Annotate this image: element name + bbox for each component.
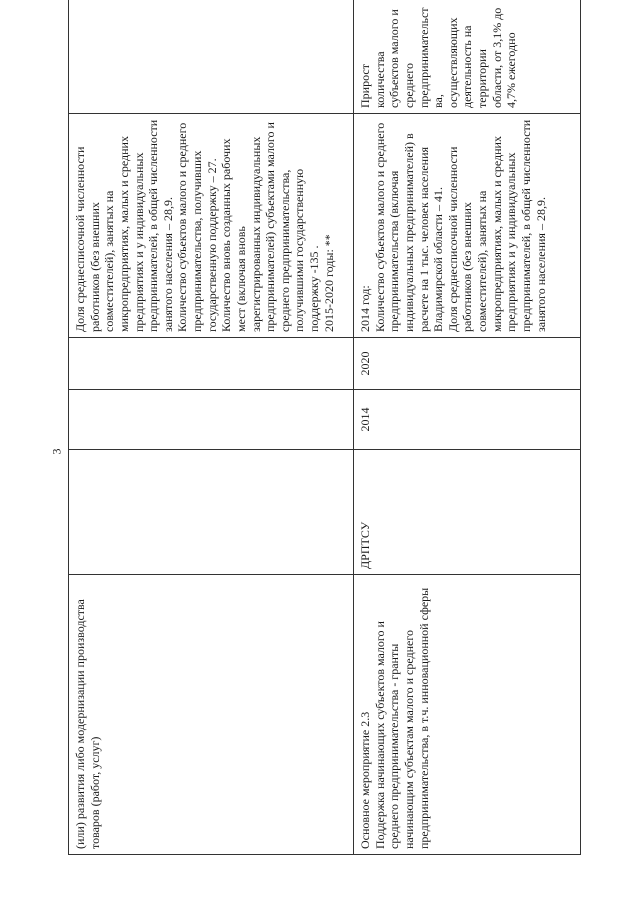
executor-text: ДРПТСУ (358, 521, 372, 569)
page-number: 3 (49, 448, 64, 455)
indicators-cell (69, 0, 354, 114)
measure-cell (354, 575, 581, 855)
indicators-cell (354, 0, 581, 114)
program-measures-table (68, 0, 581, 855)
results-text: 2014 год: Количество субъектов малого и среднего предпринимательства (включая индивидуальных предпринимателей) в расчете на 1 тыс. человек населения Владимирской области – 41. Доля среднесписочной численности работников (без внешних совместителей), занятых на микропредприятиях, малых и средних предприятиях и у индивидуальных предпринимателей, в общей численности занятого населения – 28,9. (358, 119, 548, 332)
year-end-text: 2020 (358, 351, 372, 376)
table-row (354, 0, 581, 855)
executor-cell (69, 450, 354, 575)
year-end-cell (69, 338, 354, 390)
year-end-cell (354, 338, 581, 390)
measure-text: (или) развития либо модернизации производства товаров (работ, услуг) (73, 599, 102, 849)
results-cell (354, 114, 581, 338)
results-text: Доля среднесписочной численности работников (без внешних совместителей), занятых на микропредприятиях, малых и средних предприятиях и у индивидуальных предпринимателей, в общей численности занятого населения – 28,9. Количество субъектов малого и среднего предпринимательства, получивших государственную поддержку – 27. Количество вновь созданных рабочих мест (включая вновь зарегистрированных индивидуальных предпринимателей) субъектами малого и среднего предпринимательства, получившими государственную поддержку -135 . 2015-2020 годы: ** (73, 119, 336, 332)
year-start-cell (69, 390, 354, 450)
year-start-text: 2014 (358, 407, 372, 432)
measure-text: Основное мероприятие 2.3 Поддержка начинающих субъектов малого и среднего предпринимательства - гранты начинающим субъектам малого и среднего предпринимательства, в т.ч. инновационной сферы (358, 587, 431, 849)
measure-cell (69, 575, 354, 855)
table-row (69, 0, 354, 855)
executor-cell (354, 450, 581, 575)
indicators-text: Прирост количества субъектов малого и среднего предпринимательства, осуществляющих деятельность на территории области, от 3,1% до 4,7% ежегодно (358, 7, 519, 108)
results-cell (69, 114, 354, 338)
program-table-rotated (68, 0, 580, 855)
year-start-cell (354, 390, 581, 450)
